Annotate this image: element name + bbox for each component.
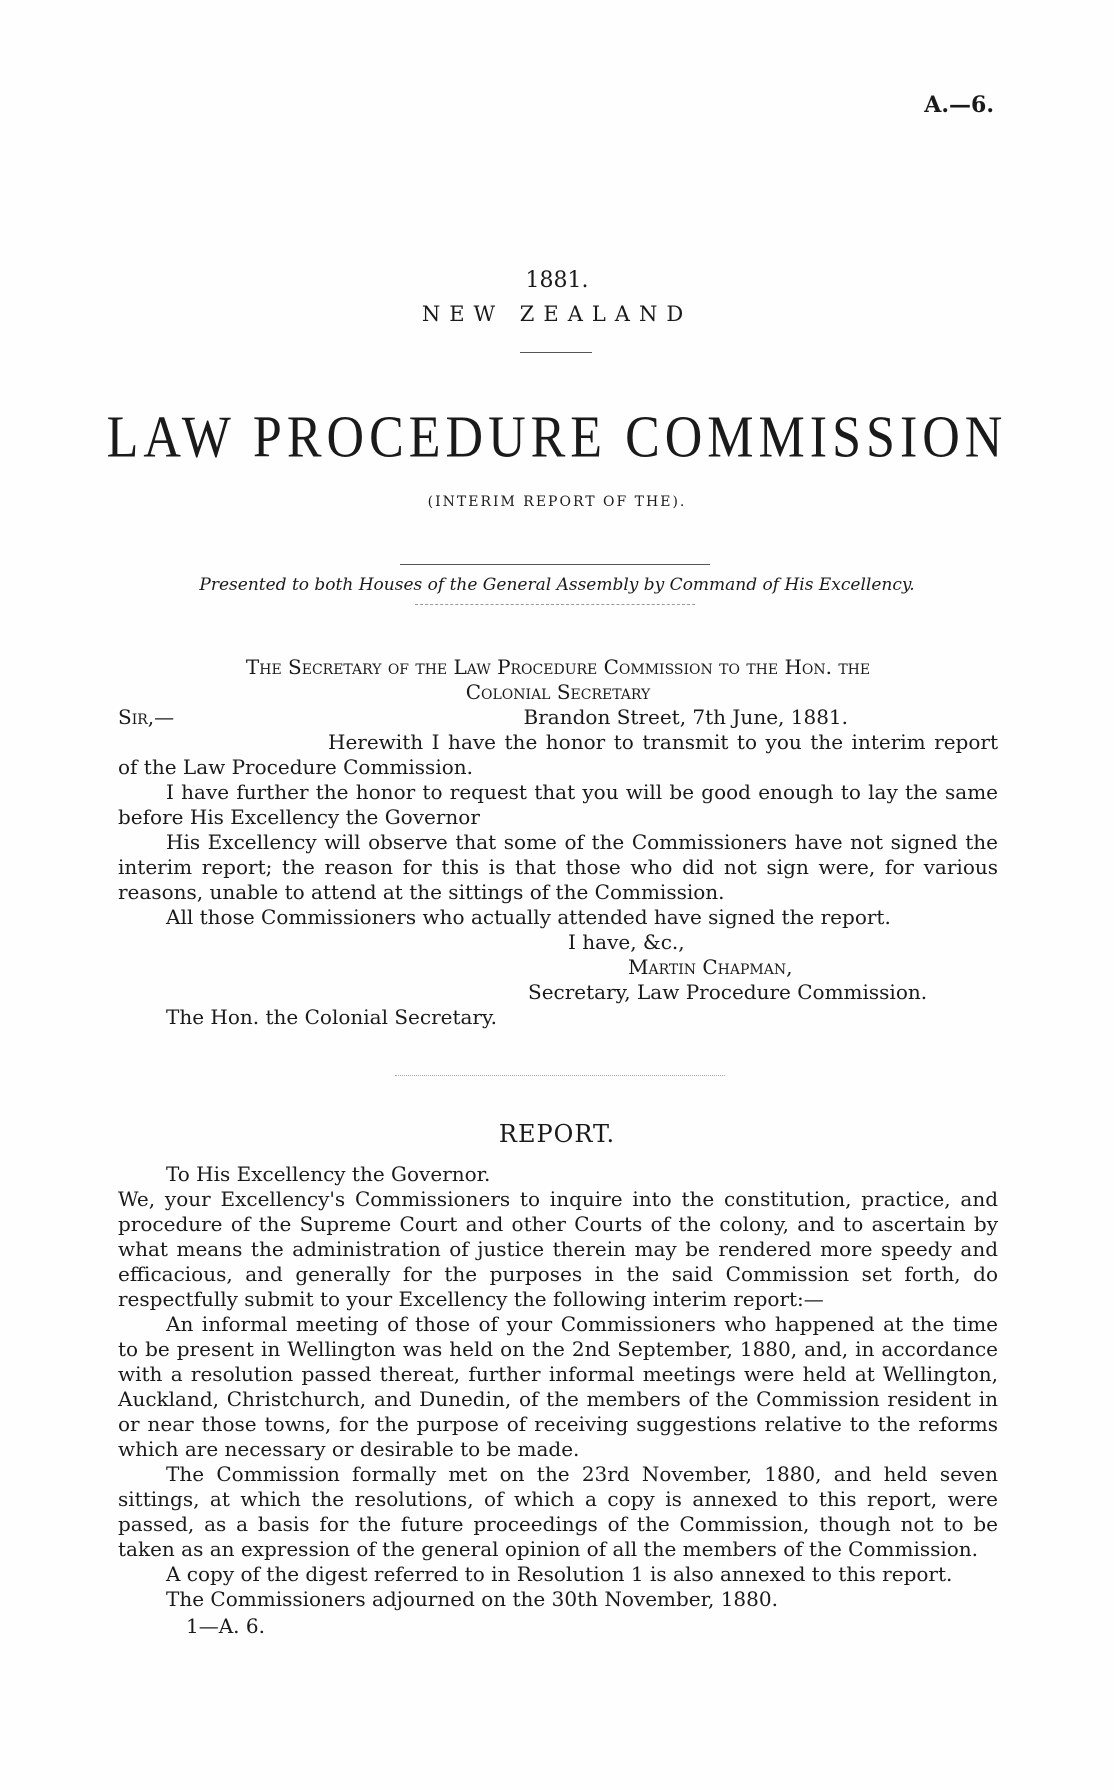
salutation: Sir,— (118, 705, 175, 729)
country: NEW ZEALAND (421, 302, 693, 326)
letter-closing: I have, &c., (568, 930, 685, 954)
letter-addressee: The Hon. the Colonial Secretary. (166, 1005, 497, 1029)
letter-paragraph-1: Herewith I have the honor to transmit to you the interim report of the Law Procedure Commission. (118, 730, 998, 779)
rule-above-presented (400, 564, 710, 565)
document-reference: A.—6. (924, 92, 994, 118)
letter-signatory-title: Secretary, Law Procedure Commission. (528, 980, 928, 1004)
letter-paragraph-4: All those Commissioners who actually attended have signed the report. (166, 905, 891, 929)
letter-heading-line2: Colonial Secretary (465, 680, 651, 704)
section-divider (395, 1075, 725, 1076)
report-to: To His Excellency the Governor. (166, 1162, 491, 1186)
letter-heading (118, 655, 998, 705)
report-body (118, 1162, 998, 1639)
letter-paragraph-3: His Excellency will observe that some of the Commissioners have not signed the interim report; the reason for this is that those who did not sign were, for various reasons, unable to attend at the sittings of the Commission. (118, 830, 998, 904)
report-paragraph-2: An informal meeting of those of your Commissioners who happened at the time to be present in Wellington was held on the 2nd September, 1880, and, in accordance with a resolution passed thereat, further informal meetings were held at Wellington, Auckland, Christchurch, and Dunedin, of the members of the Commission resident in or near those towns, for the purpose of receiving suggestions relative to the reforms which are necessary or desirable to be made. (118, 1312, 998, 1461)
document-title: LAW PROCEDURE COMMISSION (106, 404, 1008, 471)
salutation-row (118, 705, 998, 730)
letter-address-date: Brandon Street, 7th June, 1881. (523, 705, 848, 729)
letter-paragraph-2: I have further the honor to request that you will be good enough to lay the same before His Excellency the Governor (118, 780, 998, 829)
presented-line: Presented to both Houses of the General Assembly by Command of His Excellency. (199, 575, 915, 595)
signature-mark: 1—A. 6. (186, 1614, 265, 1638)
letter (118, 655, 998, 1030)
report-paragraph-5: The Commissioners adjourned on the 30th November, 1880. (166, 1587, 778, 1611)
report-heading: REPORT. (498, 1120, 616, 1148)
report-paragraph-4: A copy of the digest referred to in Resolution 1 is also annexed to this report. (166, 1562, 953, 1586)
short-rule (520, 352, 592, 353)
document-subtitle: (INTERIM REPORT OF THE). (427, 494, 687, 510)
report-paragraph-1: We, your Excellency's Commissioners to inquire into the constitution, practice, and procedure of the Supreme Court and other Courts of the colony, and to ascertain by what means the administration of justice therein may be rendered more speedy and efficacious, and generally for the purposes in the said Commission set forth, do respectfully submit to your Excellency the following interim report:— (118, 1187, 998, 1311)
rule-below-presented (415, 604, 695, 605)
report-paragraph-3: The Commission formally met on the 23rd November, 1880, and held seven sittings, at which the resolutions, of which a copy is annexed to this report, were passed, as a basis for the future proceedings of the Commission, though not to be taken as an expression of the general opinion of all the members of the Commission. (118, 1462, 998, 1561)
letter-heading-line1: The Secretary of the Law Procedure Commission to the Hon. the (245, 655, 871, 679)
letter-signatory: Martin Chapman, (628, 955, 793, 979)
year: 1881. (525, 268, 589, 293)
